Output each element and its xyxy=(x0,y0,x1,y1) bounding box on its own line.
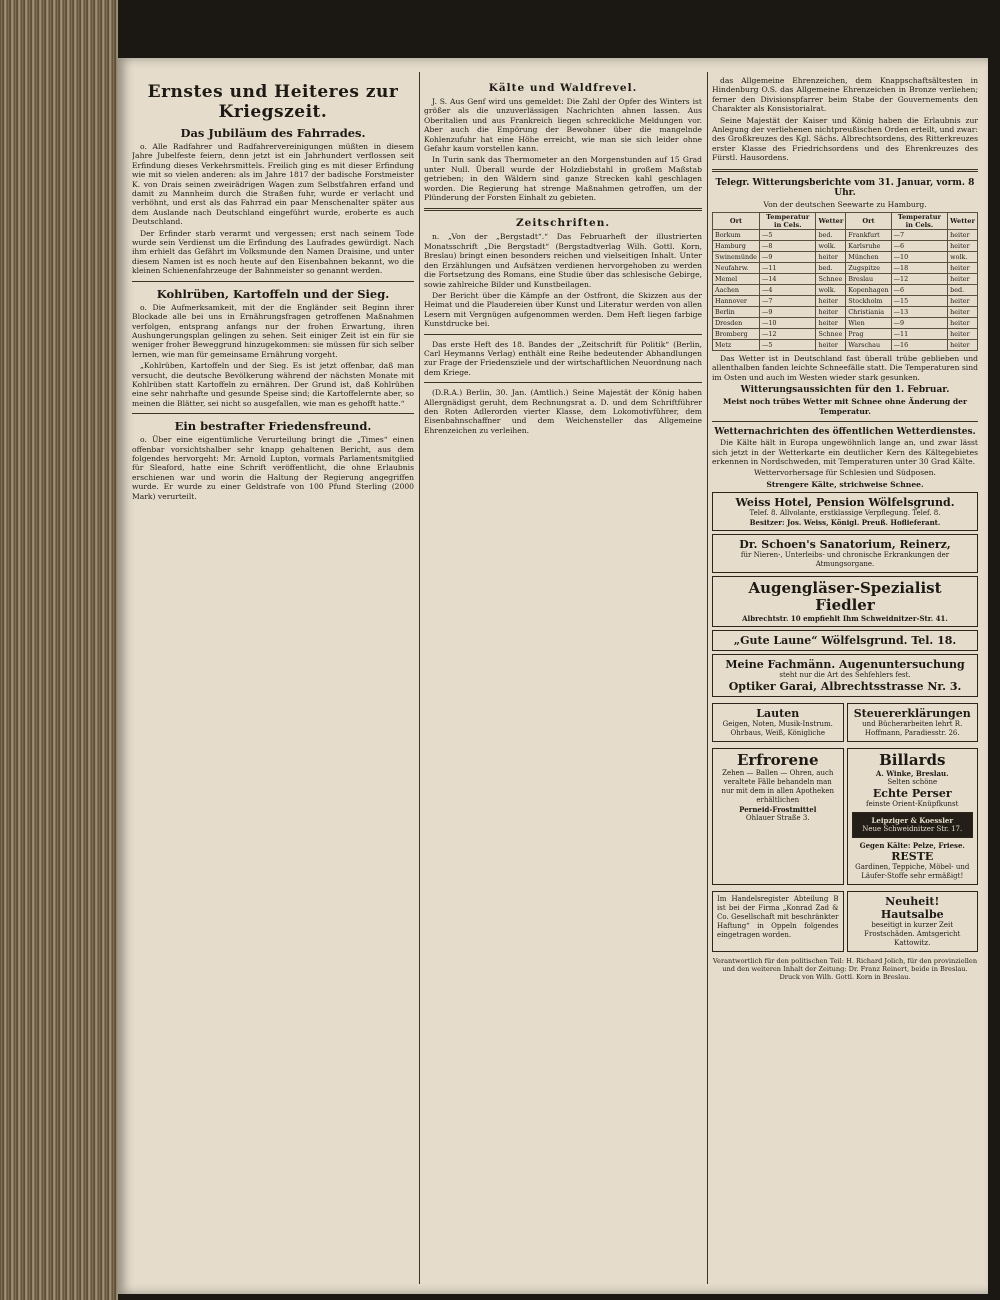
table-cell: Berlin xyxy=(713,307,760,318)
table-cell: Swinemünde xyxy=(713,252,760,263)
table-cell: Zugspitze xyxy=(846,263,891,274)
table-cell: heiter xyxy=(948,307,978,318)
ad-fachmann-line: steht nur die Art des Sehfehlers fest. xyxy=(779,671,911,680)
table-cell: —12 xyxy=(759,329,816,340)
ad-optiker xyxy=(712,654,978,697)
table-row xyxy=(713,230,978,241)
table-cell: Memel xyxy=(713,274,760,285)
ad-koessler-line: Neue Schweidnitzer Str. 17. xyxy=(862,825,963,834)
table-cell: heiter xyxy=(948,230,978,241)
ad-erfrorene xyxy=(712,748,844,885)
ad-gute-laune-text: „Gute Laune“ Wölfelsgrund. Tel. 18. xyxy=(733,634,957,648)
ad-steuer-line: und Bücherarbeiten lehrt R. Hoffmann, Paradiesstr. 26. xyxy=(862,720,963,738)
table-cell: heiter xyxy=(816,296,846,307)
ad-koessler xyxy=(852,812,974,838)
ad-perser-label: Selten schöne xyxy=(887,778,938,787)
divider xyxy=(712,169,978,172)
table-cell: —11 xyxy=(891,329,948,340)
table-cell: heiter xyxy=(948,241,978,252)
ad-sanatorium-line: für Nieren-, Unterleibs- und chronische Erkrankungen der Atmungsorgane. xyxy=(740,551,950,569)
ad-neuheit xyxy=(847,891,979,952)
ad-sanatorium-name: Dr. Schoen's Sanatorium, Reinerz, xyxy=(739,538,951,552)
table-cell: —12 xyxy=(891,274,948,285)
table-row xyxy=(713,241,978,252)
table-cell: —4 xyxy=(759,285,816,296)
ad-kaelte: Gegen Kälte: Pelze, Friese. xyxy=(859,841,965,851)
ad-hotel xyxy=(712,492,978,531)
table-cell: heiter xyxy=(948,318,978,329)
table-cell: Breslau xyxy=(846,274,891,285)
article-paragraph: Der Bericht über die Kämpfe an der Ostfront, die Skizzen aus der Heimat und die Plaudereien über Kunst und Literatur werden von allen Lesern mit Vergnügen aufgenommen werden. Dem Heft liegen farbige Kunstdrucke bei. xyxy=(424,290,702,329)
table-cell: heiter xyxy=(948,340,978,351)
weather-service-title: Wetternachrichten des öffentlichen Wetterdienstes. xyxy=(714,427,976,438)
ad-erfrorene-name: Erfrorene xyxy=(736,751,819,770)
table-cell: heiter xyxy=(948,329,978,340)
table-cell: —16 xyxy=(891,340,948,351)
weather-service-text: Die Kälte hält in Europa ungewöhnlich lange an, und zwar lässt sich jetzt in der Wetterkarte ein deutlicher Kern des Kältegebietes erkennen in Nordschweden, mit Temperaturen unter 30 Grad Kälte. xyxy=(712,438,978,466)
ad-frostmittel: Perneid-Frostmittel xyxy=(739,805,817,815)
table-cell: —13 xyxy=(891,307,948,318)
ad-row xyxy=(712,700,978,745)
ad-reste-name: RESTE xyxy=(891,850,934,864)
table-cell: Aachen xyxy=(713,285,760,296)
divider xyxy=(424,208,702,211)
article-title: Kälte und Waldfrevel. xyxy=(488,82,638,94)
ad-optics-address: Albrechtstr. 10 empfiehlt Ihm Schweidnitzer-Str. 41. xyxy=(742,614,948,624)
column-header: Wetter xyxy=(948,213,978,230)
table-cell: heiter xyxy=(948,296,978,307)
ad-steuer xyxy=(847,703,979,742)
divider xyxy=(132,281,414,282)
column-right xyxy=(712,76,978,1284)
table-cell: Neufahrw. xyxy=(713,263,760,274)
ad-fachmann: Meine Fachmänn. Augenuntersuchung xyxy=(725,658,965,672)
table-cell: Metz xyxy=(713,340,760,351)
ad-billards xyxy=(847,748,979,885)
table-cell: heiter xyxy=(948,263,978,274)
weather-report-subtitle: Von der deutschen Seewarte zu Hamburg. xyxy=(763,199,927,209)
divider xyxy=(132,413,414,414)
article-paragraph: In Turin sank das Thermometer an den Morgenstunden auf 15 Grad unter Null. Überall wurde der Holzdiebstahl in großem Maßstab getrieben; in den Wäldern sind ganze Strecken kahl geschlagen worden. Die Regierung hat strenge Maßnahmen getroffen, um der Plünderung der Forsten Einhalt zu gebieten. xyxy=(424,155,702,203)
ad-hotel-owner: Besitzer: Jos. Weiss, Königl. Preuß. Hoflieferant. xyxy=(749,518,941,528)
table-cell: Schnee xyxy=(816,274,846,285)
table-cell: —15 xyxy=(891,296,948,307)
table-cell: —6 xyxy=(891,285,948,296)
table-cell: —10 xyxy=(891,252,948,263)
article-title: Ein bestrafter Friedensfreund. xyxy=(174,419,372,434)
table-cell: —18 xyxy=(891,263,948,274)
ad-perser-line: feinste Orient-Knüpfkunst xyxy=(866,800,959,809)
ad-apotheke: Ohlauer Straße 3. xyxy=(745,814,810,823)
table-cell: heiter xyxy=(816,318,846,329)
table-cell: Kopenhagen xyxy=(846,285,891,296)
table-cell: Frankfurt xyxy=(846,230,891,241)
section-headline: Ernstes und Heiteres zur Kriegszeit. xyxy=(147,82,399,122)
table-cell: —5 xyxy=(759,340,816,351)
table-cell: —7 xyxy=(759,296,816,307)
ad-perser-name: Echte Perser xyxy=(872,787,952,801)
table-cell: heiter xyxy=(948,274,978,285)
ad-hotel-line: Telef. 8. Allvolante, erstklassige Verpflegung. Telef. 8. xyxy=(749,509,941,518)
table-cell: —7 xyxy=(891,230,948,241)
article-paragraph: Das erste Heft des 18. Bandes der „Zeitschrift für Politik“ (Berlin, Carl Heymanns Verlag) enthält eine Reihe bedeutender Abhandlungen zur Frage der Friedensziele und der wirtschaftlichen Neuordnung nach dem Kriege. xyxy=(424,339,702,377)
ad-lauten xyxy=(712,703,844,742)
newspaper-page xyxy=(118,58,988,1294)
article-paragraph: n. „Von der „Bergstadt“.“ Das Februarheft der illustrierten Monatsschrift „Die Bergstadt“ (Bergstadtverlag Wilh. Gottl. Korn, Breslau) bringt einen besonders reichen und vielseitigen Inhalt. Unter den Erzählungen und Aufsätzen verdienen hervorgehoben zu werden die Fortsetzung des Romans, eine Studie über das schlesische Gebirge, sowie zahlreiche Bilder und Kunstbeilagen. xyxy=(424,232,702,289)
ad-register xyxy=(712,891,844,952)
ad-row xyxy=(712,745,978,888)
article-title: Kohlrüben, Kartoffeln und der Sieg. xyxy=(156,286,390,301)
table-cell: München xyxy=(846,252,891,263)
table-row xyxy=(713,318,978,329)
table-cell: Hamburg xyxy=(713,241,760,252)
article-paragraph: Der Erfinder starb verarmt und vergessen; erst nach seinem Tode wurde sein Verdienst um die Erfindung des Laufrades gewürdigt. Nach ihm erhielt das Gefährt im Volksmunde den Namen Draisine, und unter diesem Namen ist es noch heute auf den Eisenbahnen bekannt, wo die kleinen Schienenfahrzeuge der Bahnmeister so genannt werden. xyxy=(132,228,414,276)
weather-table xyxy=(712,212,978,351)
table-cell: —10 xyxy=(759,318,816,329)
weather-report-title: Telegr. Witterungsberichte vom 31. Januar, vorm. 8 Uhr. xyxy=(715,177,975,198)
column-middle xyxy=(424,76,702,1284)
table-cell: —5 xyxy=(759,230,816,241)
divider xyxy=(424,334,702,335)
ad-lauten-name: Lauten xyxy=(756,707,800,721)
article-paragraph: o. Alle Radfahrer und Radfahrervereinigungen müßten in diesem Jahre Jubelfeste feiern, denn jetzt ist ein Jahrhundert verflossen seit Erfindung dieses Verkehrsmittels. Freilich ging es mit dieser Erfindung wie mit so vielen anderen: als im Jahre 1817 der badische Forstmeister K. von Drais seinen zweirädrigen Wagen zum Selbstfahren erfand und damit zu Mannheim durch die Straßen fuhr, wurde er verlacht und verhöhnt, und erst als das Fahrrad ein paar Menschenalter später aus dem Auslande nach Deutschland eingeführt wurde, eroberte es auch Deutschland. xyxy=(132,142,414,227)
article-paragraph: J. S. Aus Genf wird uns gemeldet: Die Zahl der Opfer des Winters ist größer als die unzuverlässigen Nachrichten ahnen lassen. Aus Oberitalien und aus Frankreich liegen schreckliche Meldungen vor. Aber auch die Empörung der Bewohner über die mangelnde Kohlenzufuhr hat eine Höhe erreicht, wie man sie sich leider ohne Gefahr kaum vorstellen kann. xyxy=(424,97,702,154)
article-paragraph: (D.R.A.) Berlin, 30. Jan. (Amtlich.) Seine Majestät der König haben Allergnädigst geruht, dem Rechnungsrat a. D. und dem Schriftführer den Roten Adlerorden vierter Klasse, dem Lokomotivführer, dem Eisenbahnschaffner und dem Weichensteller das Allgemeine Ehrenzeichen zu verleihen. xyxy=(424,388,702,435)
table-cell: wolk. xyxy=(816,241,846,252)
table-cell: Schnee xyxy=(816,329,846,340)
weather-note: Das Wetter ist in Deutschland fast überall trübe geblieben und allenthalben fanden leichte Schneefälle statt. Die Temperaturen sind im Osten und auch im Westen wieder stark gesunken. xyxy=(712,354,978,382)
table-cell: Karlsruhe xyxy=(846,241,891,252)
ad-lauten-line: Geigen, Noten, Musik-Instrum. Ohrbaus, Weiß, Königliche xyxy=(722,720,833,738)
column-rule xyxy=(419,72,420,1284)
article-title: Das Jubiläum des Fahrrades. xyxy=(180,126,366,140)
ad-neuheit-sub: Hautsalbe xyxy=(880,908,944,922)
column-header: Wetter xyxy=(816,213,846,230)
divider xyxy=(424,382,702,383)
table-cell: —8 xyxy=(759,241,816,252)
divider xyxy=(712,421,978,422)
forecast-text: Meist noch trübes Wetter mit Schnee ohne Änderung der Temperatur. xyxy=(722,397,968,416)
table-cell: Dresden xyxy=(713,318,760,329)
weather-table-body xyxy=(713,230,978,351)
table-cell: Stockholm xyxy=(846,296,891,307)
table-cell: Christiania xyxy=(846,307,891,318)
table-cell: —14 xyxy=(759,274,816,285)
article-paragraph: o. Über eine eigentümliche Verurteilung bringt die „Times“ einen offenbar vorsichtshalber sehr knapp gehaltenen Bericht, aus dem folgendes hervorgeht: Mr. Arnold Lupton, vormals Parlamentsmitglied für Sleaford, hatte eine Schrift veröffentlicht, die ohne Erlaubnis erschienen war und worin die Haltung der Regierung angegriffen wurde. Er wurde zu einer Geldstrafe von 100 Pfund Sterling (2000 Mark) verurteilt. xyxy=(132,435,414,501)
table-cell: bed. xyxy=(948,285,978,296)
table-row xyxy=(713,285,978,296)
table-cell: heiter xyxy=(816,340,846,351)
ad-erfrorene-line: Zehen — Ballen — Ohren, auch veraltete Fälle behandeln man nur mit dem in allen Apotheken erhältlichen xyxy=(721,769,835,805)
table-cell: wolk. xyxy=(816,285,846,296)
article-paragraph: das Allgemeine Ehrenzeichen, dem Knappschaftsältesten in Hindenburg O.S. das Allgemeine Ehrenzeichen in Bronze verliehen; ferner den Divisionspfarrer beim Stabe der Gouvernements den Charakter als Konsistorialrat. xyxy=(712,76,978,114)
column-left xyxy=(132,76,414,1284)
table-cell: bed. xyxy=(816,263,846,274)
table-row xyxy=(713,252,978,263)
table-cell: —9 xyxy=(759,252,816,263)
ad-neuheit-line: beseitigt in kurzer Zeit Frostschäden. Amtsgericht Kattowitz. xyxy=(864,921,961,948)
forecast-title: Witterungsaussichten für den 1. Februar. xyxy=(740,385,950,396)
table-cell: Wien xyxy=(846,318,891,329)
imprint: Verantwortlich für den politischen Teil: H. Richard Jolich, für den provinziellen und den weiteren Inhalt der Zeitung: Dr. Franz Reinert, beide in Breslau. Druck von Wilh. Gottl. Korn in Breslau. xyxy=(712,957,978,982)
ad-neuheit-name: Neuheit! xyxy=(885,895,940,909)
table-header-row xyxy=(713,213,978,230)
column-header: Temperatur in Cels. xyxy=(891,213,948,230)
ad-billards-name: Billards xyxy=(879,751,946,770)
column-header: Ort xyxy=(713,213,760,230)
article-paragraph: o. Die Aufmerksamkeit, mit der die Engländer seit Beginn ihrer Blockade alle bei uns in Ernährungsfragen getroffenen Maßnahmen verfolgen, entsprang anfangs nur der frohen Erwartung, ihren Aushungerungsplan gelingen zu sehen. Seit einiger Zeit ist ein für sie weniger froher Beweggrund hinzugekommen: sie müssen für sich selber lernen, wie man für gemeinsame Ernährung vorgeht. xyxy=(132,302,414,359)
table-cell: Hannover xyxy=(713,296,760,307)
book-spine-edge xyxy=(0,0,118,1300)
table-cell: —9 xyxy=(759,307,816,318)
ad-steuer-name: Steuererklärungen xyxy=(853,707,971,721)
table-cell: Prag xyxy=(846,329,891,340)
table-cell: —11 xyxy=(759,263,816,274)
table-cell: Bromberg xyxy=(713,329,760,340)
table-row xyxy=(713,307,978,318)
table-cell: heiter xyxy=(816,307,846,318)
ad-gute-laune xyxy=(712,630,978,651)
table-cell: —6 xyxy=(891,241,948,252)
column-header: Ort xyxy=(846,213,891,230)
silesia-forecast-title: Wettervorhersage für Schlesien und Südposen. xyxy=(754,468,936,478)
table-row xyxy=(713,340,978,351)
ad-optics xyxy=(712,576,978,627)
ad-optics-name: Augengläser-Spezialist Fiedler xyxy=(748,579,942,615)
table-cell: wolk. xyxy=(948,252,978,263)
table-cell: heiter xyxy=(816,252,846,263)
table-row xyxy=(713,274,978,285)
table-cell: —9 xyxy=(891,318,948,329)
silesia-forecast-text: Strengere Kälte, strichweise Schnee. xyxy=(766,479,924,489)
register-text: Im Handelsregister Abteilung B ist bei der Firma „Konrad Zad & Co. Gesellschaft mit beschränkter Haftung“ in Oppeln folgendes eingetragen worden. xyxy=(717,895,839,940)
table-cell: bed. xyxy=(816,230,846,241)
ad-optiker-name: Optiker Garai, Albrechtsstrasse Nr. 3. xyxy=(728,680,962,694)
table-row xyxy=(713,329,978,340)
article-paragraph: „Kohlrüben, Kartoffeln und der Sieg. Es ist jetzt offenbar, daß man versucht, die deutsche Bevölkerung während der nächsten Monate mit Kohlrüben statt Kartoffeln zu ernähren. Der Grund ist, daß Kohlrüben eine sehr nahrhafte und gesunde Speise sind; die Kartoffelernte aber, so meinen die Blätter, sei nicht so ausgefallen, wie man es gehofft hatte.“ xyxy=(132,361,414,408)
table-cell: Borkum xyxy=(713,230,760,241)
article-paragraph: Seine Majestät der Kaiser und König haben die Erlaubnis zur Anlegung der verliehenen nichtpreußischen Orden erteilt, und zwar: des Großkreuzes des Kgl. Sächs. Albrechtsordens, des Ritterkreuzes erster Klasse des Friedrichsordens und des Ehrenkreuzes des Fürstl. Hausordens. xyxy=(712,115,978,163)
article-title: Zeitschriften. xyxy=(516,217,610,230)
ad-koessler-name: Leipziger & Koessler xyxy=(871,816,954,826)
ad-reste-line: Gardinen, Teppiche, Möbel- und Läufer-Stoffe sehr ermäßigt! xyxy=(855,863,970,881)
column-header: Temperatur in Cels. xyxy=(759,213,816,230)
table-row xyxy=(713,263,978,274)
ad-billards-owner: A. Winke, Breslau. xyxy=(875,769,949,779)
table-row xyxy=(713,296,978,307)
ad-row xyxy=(712,888,978,955)
ad-sanatorium xyxy=(712,534,978,573)
column-rule xyxy=(707,72,708,1284)
ad-hotel-name: Weiss Hotel, Pension Wölfelsgrund. xyxy=(735,496,955,510)
table-cell: Warschau xyxy=(846,340,891,351)
